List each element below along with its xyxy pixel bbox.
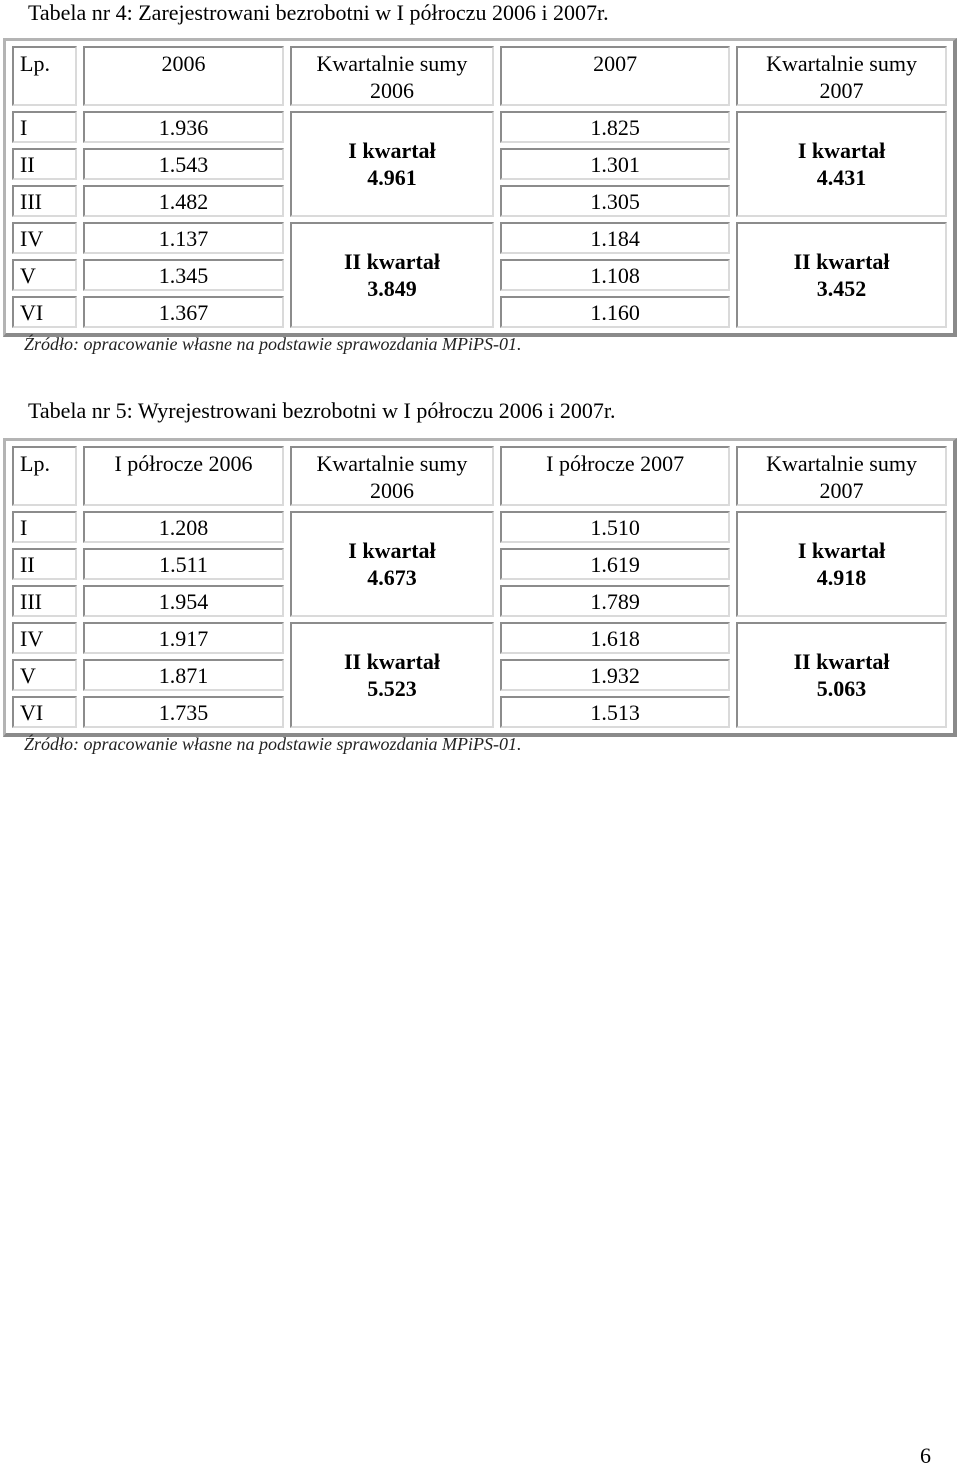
quarter-label: II kwartał [343,649,440,674]
value-2007: 1.932 [500,659,730,691]
value-2007: 1.305 [500,185,730,217]
header-sums-2006-line2: 2006 [369,78,414,103]
quarter-value: 4.673 [367,565,417,590]
row-lp: III [12,185,77,217]
value-2006: 1.936 [83,111,283,143]
header-sums-2007 [736,46,947,106]
quarter-value: 5.523 [367,676,417,701]
row-lp: I [12,511,77,543]
quarter-sum-2007-q1 [736,111,947,217]
header-sums-2006-line1: Kwartalnie sumy [316,451,468,476]
header-2006: 2006 [83,46,283,106]
row-lp: III [12,585,77,617]
header-sums-2007-line2: 2007 [819,78,864,103]
row-lp: VI [12,696,77,728]
quarter-label: I kwartał [797,138,886,163]
row-lp: IV [12,222,77,254]
header-sums-2007-line2: 2007 [819,478,864,503]
table5-source: Źródło: opracowanie własne na podstawie sprawozdania MPiPS-01. [24,734,522,754]
header-sums-2006 [290,46,495,106]
quarter-sum-2006-q2 [290,222,495,328]
value-2006: 1.482 [83,185,283,217]
header-sums-2007-line1: Kwartalnie sumy [766,451,917,476]
header-half-2006: I półrocze 2006 [83,446,283,506]
value-2007: 1.160 [500,296,730,328]
quarter-label: I kwartał [797,538,886,563]
header-lp: Lp. [12,446,77,506]
row-lp: V [12,259,77,291]
value-2007: 1.618 [500,622,730,654]
table-row [12,511,947,543]
table4 [3,38,957,337]
quarter-sum-2006-q1 [290,511,495,617]
quarter-label: II kwartał [793,649,890,674]
table4-caption: Tabela nr 4: Zarejestrowani bezrobotni w I półroczu 2006 i 2007r. [28,0,609,25]
value-2006: 1.954 [83,585,283,617]
value-2007: 1.825 [500,111,730,143]
header-2007: 2007 [500,46,730,106]
value-2006: 1.917 [83,622,283,654]
quarter-label: I kwartał [348,138,436,163]
value-2006: 1.208 [83,511,283,543]
quarter-value: 3.452 [816,276,867,301]
value-2007: 1.301 [500,148,730,180]
table-row [12,111,947,143]
value-2007: 1.789 [500,585,730,617]
value-2006: 1.511 [83,548,283,580]
quarter-sum-2006-q1 [290,111,495,217]
quarter-value: 3.849 [367,276,417,301]
table5 [3,438,957,737]
table4-header-row [12,46,947,106]
header-half-2007: I półrocze 2007 [500,446,730,506]
value-2007: 1.184 [500,222,730,254]
quarter-value: 4.918 [816,565,867,590]
quarter-sum-2007-q2 [736,622,947,728]
row-lp: V [12,659,77,691]
value-2006: 1.735 [83,696,283,728]
row-lp: IV [12,622,77,654]
table5-caption: Tabela nr 5: Wyrejestrowani bezrobotni w I półroczu 2006 i 2007r. [28,398,616,423]
page-number: 6 [920,1443,931,1468]
quarter-sum-2006-q2 [290,622,495,728]
value-2007: 1.108 [500,259,730,291]
value-2006: 1.137 [83,222,283,254]
row-lp: II [12,548,77,580]
header-sums-2007 [736,446,947,506]
quarter-value: 4.431 [816,165,867,190]
header-lp: Lp. [12,46,77,106]
table4-source: Źródło: opracowanie własne na podstawie sprawozdania MPiPS-01. [24,334,522,354]
row-lp: I [12,111,77,143]
header-sums-2007-line1: Kwartalnie sumy [766,51,917,76]
value-2007: 1.510 [500,511,730,543]
quarter-value: 5.063 [816,676,867,701]
table-row [12,222,947,254]
value-2006: 1.345 [83,259,283,291]
header-sums-2006 [290,446,495,506]
value-2006: 1.367 [83,296,283,328]
value-2007: 1.513 [500,696,730,728]
table-row [12,622,947,654]
quarter-sum-2007-q2 [736,222,947,328]
value-2007: 1.619 [500,548,730,580]
header-sums-2006-line2: 2006 [369,478,414,503]
header-sums-2006-line1: Kwartalnie sumy [316,51,468,76]
value-2006: 1.543 [83,148,283,180]
quarter-value: 4.961 [367,165,417,190]
row-lp: II [12,148,77,180]
quarter-label: I kwartał [348,538,436,563]
value-2006: 1.871 [83,659,283,691]
quarter-label: II kwartał [343,249,440,274]
quarter-sum-2007-q1 [736,511,947,617]
table5-header-row [12,446,947,506]
row-lp: VI [12,296,77,328]
quarter-label: II kwartał [793,249,890,274]
